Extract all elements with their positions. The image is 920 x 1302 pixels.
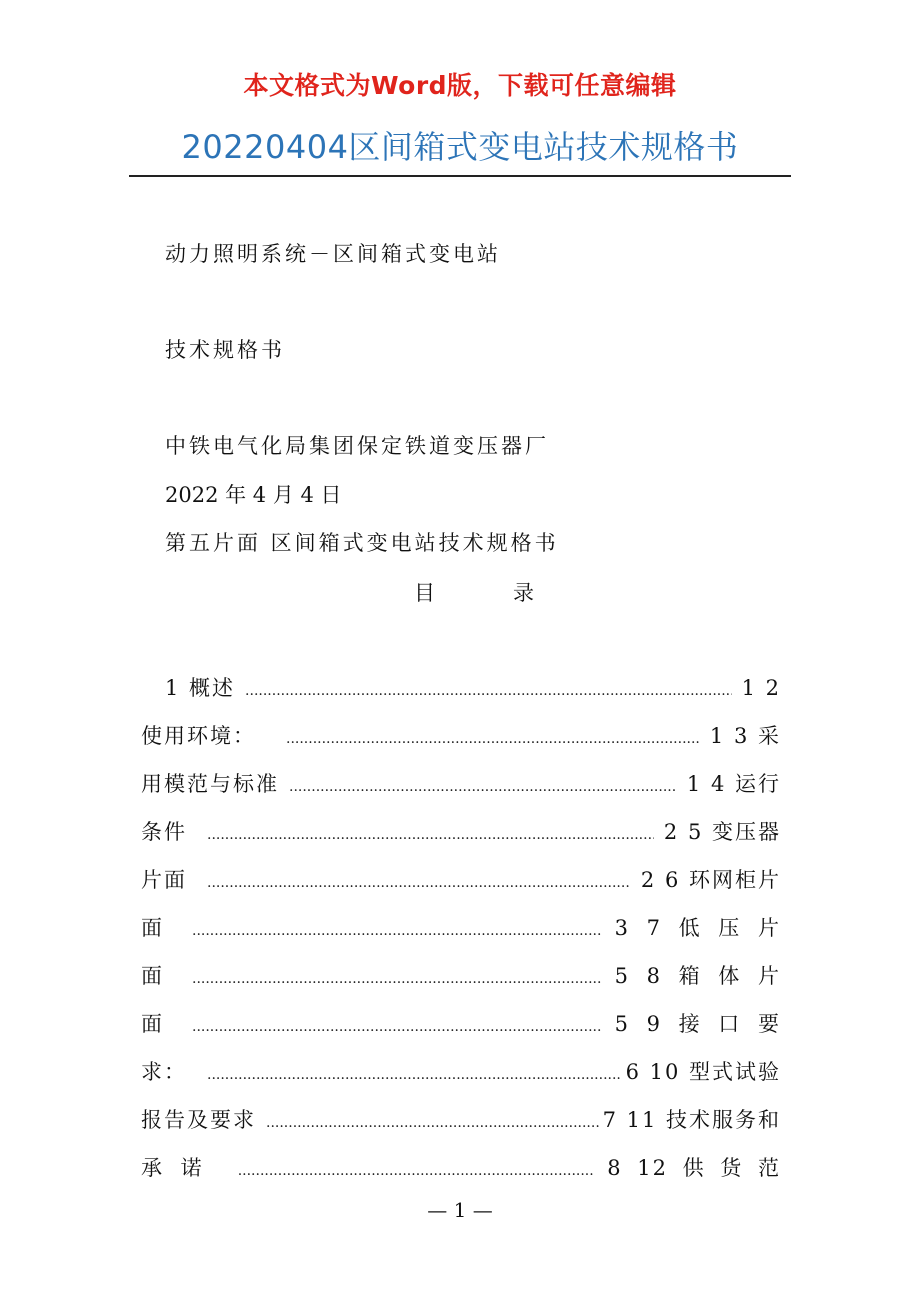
toc-entry-label: 1 概述 <box>165 676 236 700</box>
toc-entry-label: 使用环境： <box>141 724 256 748</box>
toc-row[interactable] <box>141 768 781 816</box>
toc-row[interactable] <box>141 1152 781 1200</box>
toc-leader-dots <box>207 1067 622 1083</box>
toc-heading-char-2: 录 <box>513 581 534 605</box>
body-line-spec: 技术规格书 <box>165 338 285 362</box>
table-of-contents <box>141 672 781 1200</box>
toc-entry-label: 面 <box>141 964 164 988</box>
body-line-system: 动力照明系统－区间箱式变电站 <box>165 242 501 266</box>
toc-row[interactable] <box>141 960 781 1008</box>
toc-row[interactable] <box>141 912 781 960</box>
toc-entry-page: 1 4 运行 <box>686 772 781 796</box>
toc-heading <box>414 577 534 607</box>
toc-entry-page: 2 6 环网柜片 <box>640 868 781 892</box>
document-title: 20220404区间箱式变电站技术规格书 <box>181 128 739 166</box>
toc-entry-label: 面 <box>141 916 164 940</box>
toc-row[interactable] <box>141 672 781 720</box>
toc-entry-label: 条件 <box>141 820 187 844</box>
toc-leader-dots <box>192 971 601 987</box>
body-line-company: 中铁电气化局集团保定铁道变压器厂 <box>165 434 549 458</box>
format-banner: 本文格式为Word版，下载可任意编辑 <box>243 71 677 100</box>
toc-row[interactable] <box>141 720 781 768</box>
toc-entry-page: 8 12 供 货 范 <box>607 1156 781 1180</box>
toc-leader-dots <box>238 1163 594 1179</box>
title-divider <box>129 175 791 177</box>
body-line-section: 第五片面 区间箱式变电站技术规格书 <box>165 531 559 555</box>
toc-entry-label: 用模范与标准 <box>141 772 279 796</box>
toc-entry-page: 5 9 接 口 要 <box>614 1012 781 1036</box>
toc-row[interactable] <box>141 1008 781 1056</box>
toc-entry-label: 承 诺 <box>141 1156 208 1180</box>
page-number: — 1 — <box>427 1198 493 1222</box>
toc-leader-dots <box>192 923 601 939</box>
toc-leader-dots <box>192 1019 601 1035</box>
toc-entry-page: 2 5 变压器 <box>663 820 781 844</box>
toc-heading-char-1: 目 <box>414 581 435 605</box>
toc-leader-dots <box>289 779 677 795</box>
toc-entry-page: 7 11 技术服务和 <box>602 1108 781 1132</box>
toc-leader-dots <box>286 731 700 747</box>
toc-entry-page: 1 2 <box>741 676 781 700</box>
toc-leader-dots <box>207 875 631 891</box>
toc-row[interactable] <box>141 816 781 864</box>
toc-leader-dots <box>245 683 732 699</box>
toc-entry-label: 求： <box>141 1060 187 1084</box>
toc-row[interactable] <box>141 1104 781 1152</box>
toc-leader-dots <box>207 827 654 843</box>
toc-leader-dots <box>266 1115 599 1131</box>
toc-row[interactable] <box>141 1056 781 1104</box>
toc-entry-page: 6 10 型式试验 <box>625 1060 781 1084</box>
toc-entry-page: 3 7 低 压 片 <box>614 916 781 940</box>
toc-entry-page: 1 3 采 <box>709 724 781 748</box>
toc-entry-label: 片面 <box>141 868 187 892</box>
toc-entry-label: 面 <box>141 1012 164 1036</box>
toc-entry-label: 报告及要求 <box>141 1108 256 1132</box>
toc-entry-page: 5 8 箱 体 片 <box>614 964 781 988</box>
toc-row[interactable] <box>141 864 781 912</box>
body-line-date: 2022 年 4 月 4 日 <box>165 483 342 507</box>
